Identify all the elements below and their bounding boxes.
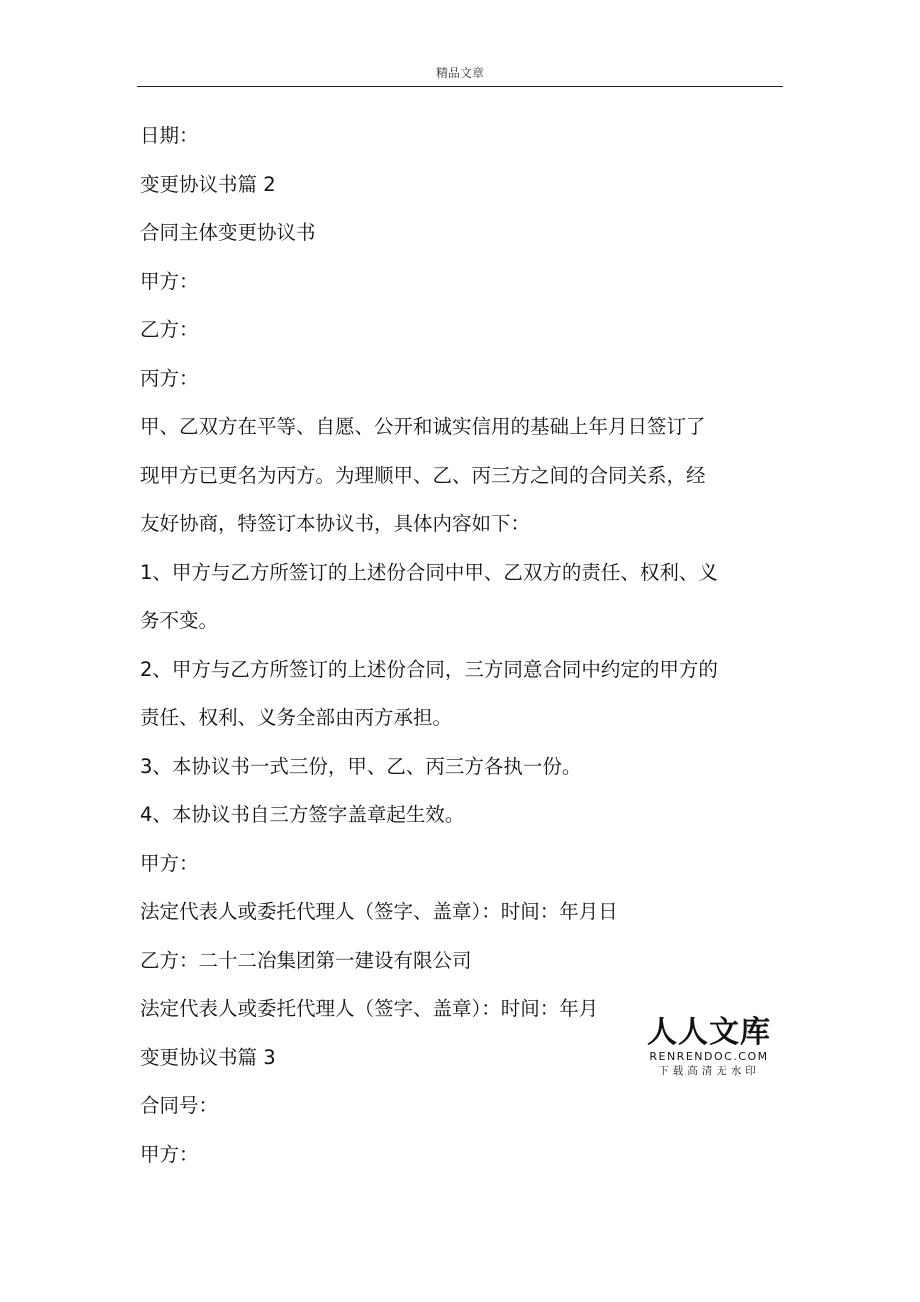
contract-number-line: 合同号： <box>140 1094 219 1117</box>
clause-2-cont: 责任、权利、义务全部由丙方承担。 <box>140 706 453 729</box>
section-title-2: 变更协议书篇 2 <box>140 172 276 196</box>
party-a-line: 甲方： <box>140 1142 199 1166</box>
watermark-logo-text: 人人文库 <box>647 1015 771 1050</box>
party-c-line: 丙方： <box>140 366 199 390</box>
clause-1: 1、甲方与乙方所签订的上述份合同中甲、乙双方的责任、权利、义 <box>140 560 718 584</box>
page-header <box>137 64 783 87</box>
watermark-domain: RENRENDOC.COM <box>649 1050 769 1063</box>
watermark-logo <box>646 1016 772 1078</box>
watermark-slogan: 下载高清无水印 <box>658 1065 760 1077</box>
clause-1-cont: 务不变。 <box>140 609 219 632</box>
party-b-line: 乙方： <box>140 318 199 341</box>
header-title: 精品文章 <box>435 66 484 80</box>
clause-3: 3、本协议书一式三份，甲、乙、丙三方各执一份。 <box>140 754 582 778</box>
paragraph-line: 现甲方已更名为丙方。为理顺甲、乙、丙三方之间的合同关系，经 <box>140 463 706 487</box>
date-line: 日期： <box>140 124 199 147</box>
paragraph-line: 甲、乙双方在平等、自愿、公开和诚实信用的基础上年月日签订了 <box>140 415 706 438</box>
party-a-line: 甲方： <box>140 269 199 293</box>
signature-representative-a: 法定代表人或委托代理人（签字、盖章）：时间：年月日 <box>140 900 618 923</box>
clause-4: 4、本协议书自三方签字盖章起生效。 <box>140 803 465 826</box>
paragraph-line: 友好协商，特签订本协议书，具体内容如下： <box>140 512 531 535</box>
clause-2: 2、甲方与乙方所签订的上述份合同，三方同意合同中约定的甲方的 <box>140 657 718 681</box>
signature-representative-b: 法定代表人或委托代理人（签字、盖章）：时间：年月 <box>140 997 599 1020</box>
section-title-3: 变更协议书篇 3 <box>140 1045 276 1069</box>
signature-party-a: 甲方： <box>140 851 199 875</box>
signature-party-b: 乙方：二十二冶集团第一建设有限公司 <box>140 948 472 972</box>
agreement-title: 合同主体变更协议书 <box>140 221 316 244</box>
